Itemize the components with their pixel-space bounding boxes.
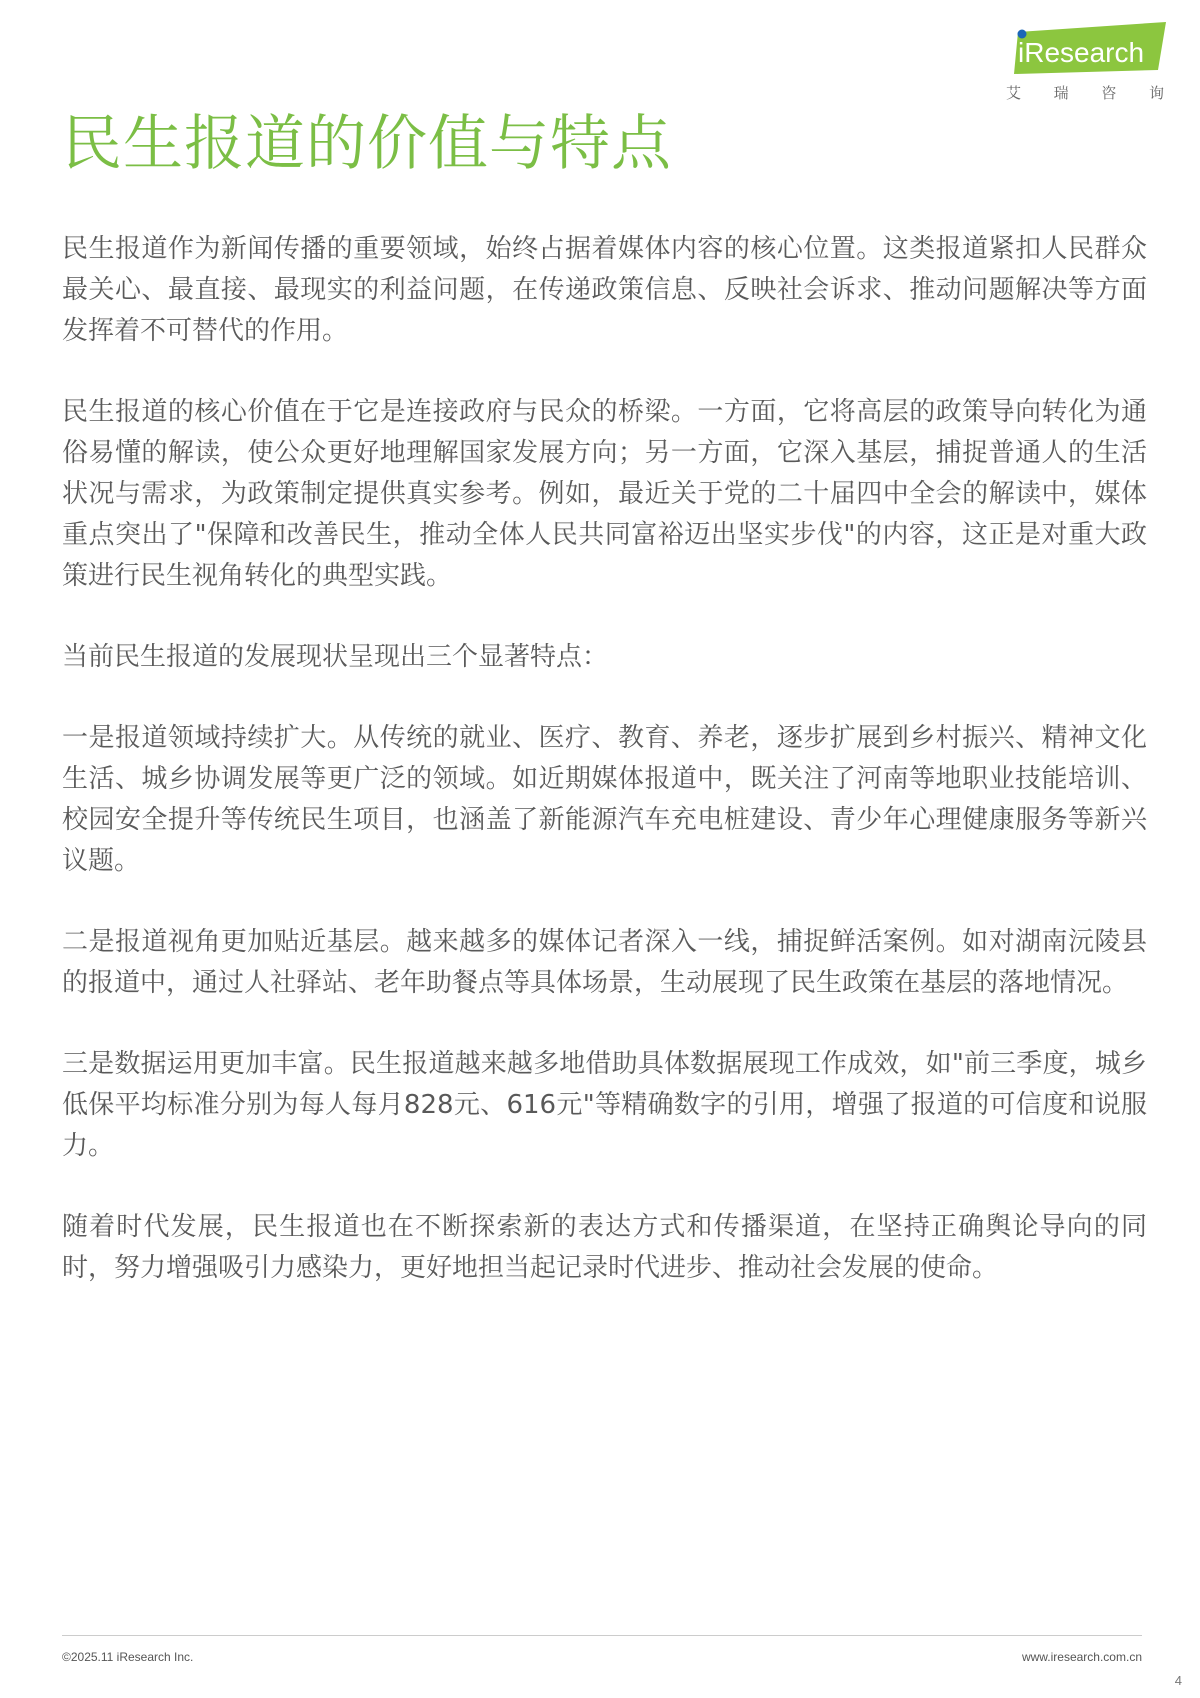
footer-website: www.iresearch.com.cn: [1021, 1650, 1142, 1664]
footer-divider: [62, 1635, 1142, 1636]
body-paragraph: 民生报道的核心价值在于它是连接政府与民众的桥梁。一方面，它将高层的政策导向转化为通俗易懂的解读，使公众更好地理解国家发展方向；另一方面，它深入基层，捕捉普通人的生活状况与需求，为政策制定提供真实参考。例如，最近关于党的二十届四中全会的解读中，媒体重点突出了"保障和改善民生，推动全体人民共同富裕迈出坚实步伐"的内容，这正是对重大政策进行民生视角转化的典型实践。: [62, 397, 1147, 591]
page-title: 民生报道的价值与特点: [62, 109, 672, 179]
body-paragraph: 当前民生报道的发展现状呈现出三个显著特点：: [62, 642, 609, 672]
logo-brand-text: iResearch: [1018, 37, 1145, 68]
body-paragraph: 二是报道视角更加贴近基层。越来越多的媒体记者深入一线，捕捉鲜活案例。如对湖南沅陵县的报道中，通过人社驿站、老年助餐点等具体场景，生动展现了民生政策在基层的落地情况。: [62, 927, 1147, 998]
logo-subtitle-char: 询: [1148, 84, 1164, 102]
iresearch-logo-mark: [1000, 22, 1170, 82]
logo-subtitle-char: 咨: [1101, 84, 1117, 102]
article-body: [62, 229, 1147, 1329]
logo-subtitle-char: 瑞: [1053, 84, 1069, 102]
body-paragraph: 三是数据运用更加丰富。民生报道越来越多地借助具体数据展现工作成效，如"前三季度，城乡低保平均标准分别为每人每月828元、616元"等精确数字的引用，增强了报道的可信度和说服力。: [62, 1049, 1147, 1161]
iresearch-logo: [1000, 22, 1170, 108]
logo-subtitle: [1000, 82, 1170, 103]
body-paragraph: 一是报道领域持续扩大。从传统的就业、医疗、教育、养老，逐步扩展到乡村振兴、精神文化生活、城乡协调发展等更广泛的领域。如近期媒体报道中，既关注了河南等地职业技能培训、校园安全提升等传统民生项目，也涵盖了新能源汽车充电桩建设、青少年心理健康服务等新兴议题。: [62, 723, 1147, 876]
page-number: 4: [1174, 1673, 1182, 1688]
body-paragraph: 民生报道作为新闻传播的重要领域，始终占据着媒体内容的核心位置。这类报道紧扣人民群众最关心、最直接、最现实的利益问题，在传递政策信息、反映社会诉求、推动问题解决等方面发挥着不可替代的作用。: [62, 234, 1147, 346]
body-paragraph: 随着时代发展，民生报道也在不断探索新的表达方式和传播渠道，在坚持正确舆论导向的同时，努力增强吸引力感染力，更好地担当起记录时代进步、推动社会发展的使命。: [62, 1212, 1147, 1283]
logo-subtitle-char: 艾: [1006, 84, 1022, 102]
footer-copyright: ©2025.11 iResearch Inc.: [62, 1650, 194, 1664]
